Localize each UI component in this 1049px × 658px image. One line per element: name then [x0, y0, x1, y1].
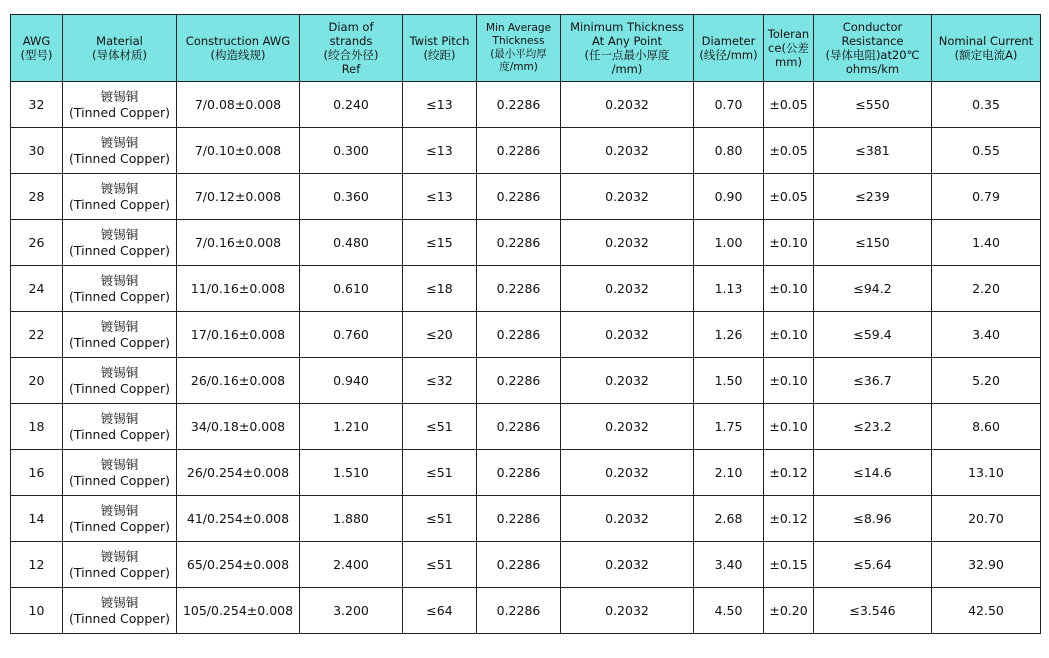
header-diam-strands: Diam of strands (绞合外径) Ref [300, 15, 403, 82]
cell-resistance: ≤5.64 [814, 542, 932, 588]
cell-diam-strands: 0.760 [300, 312, 403, 358]
material-en-label: (Tinned Copper) [69, 564, 170, 580]
cell-min-avg-thickness: 0.2286 [477, 358, 561, 404]
cell-min-avg-thickness: 0.2286 [477, 588, 561, 634]
material-en-label: (Tinned Copper) [69, 104, 170, 120]
table-row [11, 220, 1041, 266]
cell-min-avg-thickness: 0.2286 [477, 128, 561, 174]
cell-tolerance: ±0.10 [764, 266, 814, 312]
cell-awg: 14 [11, 496, 63, 542]
cell-material [63, 450, 177, 496]
table-body [11, 82, 1041, 634]
cell-min-thickness: 0.2032 [561, 220, 694, 266]
cell-diam-strands: 0.480 [300, 220, 403, 266]
cell-current: 0.55 [932, 128, 1041, 174]
header-diameter: Diameter (线径/mm) [694, 15, 764, 82]
cell-construction: 7/0.10±0.008 [177, 128, 300, 174]
cell-awg: 26 [11, 220, 63, 266]
material-cn-label: 镀锡铜 [100, 548, 139, 564]
cell-diameter: 2.10 [694, 450, 764, 496]
cell-twist-pitch: ≤51 [403, 450, 477, 496]
cell-twist-pitch: ≤15 [403, 220, 477, 266]
header-current: Nominal Current (额定电流A) [932, 15, 1041, 82]
cell-diameter: 4.50 [694, 588, 764, 634]
cell-min-avg-thickness: 0.2286 [477, 174, 561, 220]
cell-construction: 11/0.16±0.008 [177, 266, 300, 312]
material-cn-label: 镀锡铜 [100, 272, 139, 288]
cell-min-thickness: 0.2032 [561, 588, 694, 634]
cell-tolerance: ±0.12 [764, 450, 814, 496]
header-twist-pitch: Twist Pitch (绞距) [403, 15, 477, 82]
material-en-label: (Tinned Copper) [69, 334, 170, 350]
cell-min-avg-thickness: 0.2286 [477, 312, 561, 358]
cell-current: 8.60 [932, 404, 1041, 450]
cell-min-thickness: 0.2032 [561, 266, 694, 312]
material-en-label: (Tinned Copper) [69, 196, 170, 212]
cell-min-thickness: 0.2032 [561, 174, 694, 220]
cell-construction: 7/0.08±0.008 [177, 82, 300, 128]
cell-diam-strands: 1.210 [300, 404, 403, 450]
cell-diam-strands: 0.610 [300, 266, 403, 312]
table-row [11, 128, 1041, 174]
cell-twist-pitch: ≤18 [403, 266, 477, 312]
cell-current: 32.90 [932, 542, 1041, 588]
material-en-label: (Tinned Copper) [69, 472, 170, 488]
cell-material [63, 266, 177, 312]
header-material: Material (导体材质) [63, 15, 177, 82]
cell-min-thickness: 0.2032 [561, 312, 694, 358]
cell-awg: 22 [11, 312, 63, 358]
header-min-thickness: Minimum Thickness At Any Point (任一点最小厚度 /mm) [561, 15, 694, 82]
table-row [11, 496, 1041, 542]
cell-min-thickness: 0.2032 [561, 542, 694, 588]
cell-awg: 10 [11, 588, 63, 634]
cell-twist-pitch: ≤64 [403, 588, 477, 634]
cell-diam-strands: 1.510 [300, 450, 403, 496]
header-construction: Construction AWG (构造线规) [177, 15, 300, 82]
cell-min-thickness: 0.2032 [561, 404, 694, 450]
cell-current: 13.10 [932, 450, 1041, 496]
table-row [11, 174, 1041, 220]
material-en-label: (Tinned Copper) [69, 288, 170, 304]
cell-min-avg-thickness: 0.2286 [477, 496, 561, 542]
cell-diam-strands: 2.400 [300, 542, 403, 588]
cell-resistance: ≤3.546 [814, 588, 932, 634]
table-row [11, 542, 1041, 588]
header-resistance: Conductor Resistance (导体电阻)at20℃ ohms/km [814, 15, 932, 82]
cell-tolerance: ±0.05 [764, 128, 814, 174]
material-cn-label: 镀锡铜 [100, 410, 139, 426]
cell-resistance: ≤59.4 [814, 312, 932, 358]
cell-diam-strands: 0.240 [300, 82, 403, 128]
material-cn-label: 镀锡铜 [100, 594, 139, 610]
cell-construction: 41/0.254±0.008 [177, 496, 300, 542]
cell-awg: 20 [11, 358, 63, 404]
cell-construction: 105/0.254±0.008 [177, 588, 300, 634]
header-row [11, 15, 1041, 82]
cell-diameter: 0.70 [694, 82, 764, 128]
cell-tolerance: ±0.10 [764, 220, 814, 266]
cell-awg: 32 [11, 82, 63, 128]
table-row [11, 450, 1041, 496]
cell-twist-pitch: ≤20 [403, 312, 477, 358]
cell-min-avg-thickness: 0.2286 [477, 220, 561, 266]
material-en-label: (Tinned Copper) [69, 150, 170, 166]
cell-diam-strands: 1.880 [300, 496, 403, 542]
cell-material [63, 312, 177, 358]
material-en-label: (Tinned Copper) [69, 426, 170, 442]
cell-tolerance: ±0.10 [764, 404, 814, 450]
cell-construction: 7/0.16±0.008 [177, 220, 300, 266]
cell-resistance: ≤239 [814, 174, 932, 220]
cell-tolerance: ±0.10 [764, 312, 814, 358]
cell-current: 0.79 [932, 174, 1041, 220]
material-cn-label: 镀锡铜 [100, 88, 139, 104]
material-cn-label: 镀锡铜 [100, 318, 139, 334]
cell-material [63, 588, 177, 634]
cell-min-avg-thickness: 0.2286 [477, 450, 561, 496]
material-en-label: (Tinned Copper) [69, 610, 170, 626]
cell-material [63, 174, 177, 220]
cell-min-thickness: 0.2032 [561, 496, 694, 542]
material-cn-label: 镀锡铜 [100, 180, 139, 196]
cell-resistance: ≤8.96 [814, 496, 932, 542]
cell-awg: 16 [11, 450, 63, 496]
table-row [11, 404, 1041, 450]
cell-resistance: ≤94.2 [814, 266, 932, 312]
table-row [11, 266, 1041, 312]
material-en-label: (Tinned Copper) [69, 518, 170, 534]
cell-current: 5.20 [932, 358, 1041, 404]
material-en-label: (Tinned Copper) [69, 242, 170, 258]
cell-tolerance: ±0.15 [764, 542, 814, 588]
cell-construction: 26/0.16±0.008 [177, 358, 300, 404]
cell-material [63, 542, 177, 588]
material-cn-label: 镀锡铜 [100, 456, 139, 472]
cell-awg: 30 [11, 128, 63, 174]
cell-min-thickness: 0.2032 [561, 82, 694, 128]
cell-construction: 26/0.254±0.008 [177, 450, 300, 496]
cell-current: 0.35 [932, 82, 1041, 128]
cell-resistance: ≤550 [814, 82, 932, 128]
cell-construction: 65/0.254±0.008 [177, 542, 300, 588]
cell-construction: 7/0.12±0.008 [177, 174, 300, 220]
cell-current: 3.40 [932, 312, 1041, 358]
cell-diameter: 1.75 [694, 404, 764, 450]
cell-awg: 24 [11, 266, 63, 312]
cell-twist-pitch: ≤51 [403, 496, 477, 542]
cell-min-avg-thickness: 0.2286 [477, 404, 561, 450]
cell-material [63, 496, 177, 542]
cell-material [63, 128, 177, 174]
cell-tolerance: ±0.20 [764, 588, 814, 634]
cell-material [63, 404, 177, 450]
cell-diameter: 1.26 [694, 312, 764, 358]
cell-min-avg-thickness: 0.2286 [477, 82, 561, 128]
header-awg: AWG (型号) [11, 15, 63, 82]
cell-current: 20.70 [932, 496, 1041, 542]
cell-resistance: ≤14.6 [814, 450, 932, 496]
cell-construction: 34/0.18±0.008 [177, 404, 300, 450]
cell-diameter: 3.40 [694, 542, 764, 588]
header-min-avg-thickness: Min Average Thickness (最小平均厚 度/mm) [477, 15, 561, 82]
table-row [11, 588, 1041, 634]
cell-current: 1.40 [932, 220, 1041, 266]
cell-material [63, 220, 177, 266]
cell-resistance: ≤36.7 [814, 358, 932, 404]
cell-current: 42.50 [932, 588, 1041, 634]
cell-twist-pitch: ≤32 [403, 358, 477, 404]
cell-diameter: 0.80 [694, 128, 764, 174]
material-cn-label: 镀锡铜 [100, 364, 139, 380]
cell-awg: 18 [11, 404, 63, 450]
cell-twist-pitch: ≤13 [403, 174, 477, 220]
cell-resistance: ≤23.2 [814, 404, 932, 450]
table-row [11, 312, 1041, 358]
cell-tolerance: ±0.10 [764, 358, 814, 404]
table-row [11, 82, 1041, 128]
material-cn-label: 镀锡铜 [100, 502, 139, 518]
cell-awg: 12 [11, 542, 63, 588]
cell-diameter: 1.00 [694, 220, 764, 266]
cell-min-thickness: 0.2032 [561, 358, 694, 404]
cell-diameter: 2.68 [694, 496, 764, 542]
cell-diameter: 1.50 [694, 358, 764, 404]
cell-diam-strands: 0.360 [300, 174, 403, 220]
cell-construction: 17/0.16±0.008 [177, 312, 300, 358]
cell-resistance: ≤381 [814, 128, 932, 174]
cell-diameter: 1.13 [694, 266, 764, 312]
cell-tolerance: ±0.12 [764, 496, 814, 542]
cell-diameter: 0.90 [694, 174, 764, 220]
header-tolerance: Toleran ce(公差 mm) [764, 15, 814, 82]
material-cn-label: 镀锡铜 [100, 226, 139, 242]
cell-diam-strands: 0.940 [300, 358, 403, 404]
table-header [11, 15, 1041, 82]
cell-min-avg-thickness: 0.2286 [477, 542, 561, 588]
cell-resistance: ≤150 [814, 220, 932, 266]
cell-min-thickness: 0.2032 [561, 128, 694, 174]
cell-diam-strands: 3.200 [300, 588, 403, 634]
material-en-label: (Tinned Copper) [69, 380, 170, 396]
cell-twist-pitch: ≤13 [403, 128, 477, 174]
cell-current: 2.20 [932, 266, 1041, 312]
cell-twist-pitch: ≤51 [403, 542, 477, 588]
cell-diam-strands: 0.300 [300, 128, 403, 174]
cell-awg: 28 [11, 174, 63, 220]
cell-tolerance: ±0.05 [764, 174, 814, 220]
wire-spec-table [10, 14, 1041, 634]
cell-material [63, 82, 177, 128]
cell-tolerance: ±0.05 [764, 82, 814, 128]
table-row [11, 358, 1041, 404]
material-cn-label: 镀锡铜 [100, 134, 139, 150]
cell-twist-pitch: ≤51 [403, 404, 477, 450]
cell-twist-pitch: ≤13 [403, 82, 477, 128]
cell-material [63, 358, 177, 404]
cell-min-avg-thickness: 0.2286 [477, 266, 561, 312]
cell-min-thickness: 0.2032 [561, 450, 694, 496]
